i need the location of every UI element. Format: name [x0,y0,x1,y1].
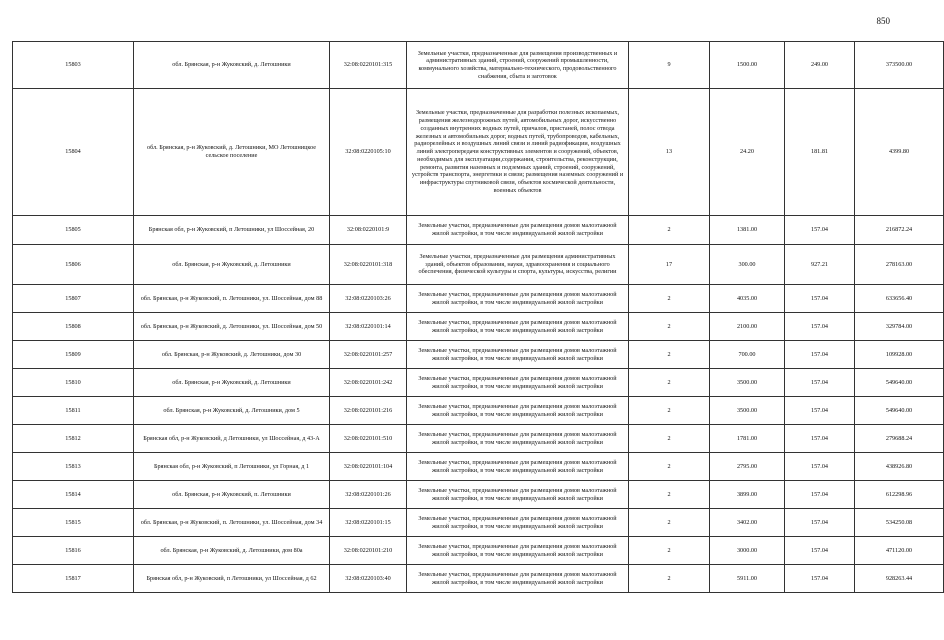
area-cell: 5911.00 [710,565,785,593]
land-use-cell: Земельные участки, предназначенные для размещения домов малоэтажной жилой застройки, в том числе индивидуальной жилой застройки [407,481,629,509]
cadastral-value-cell: 549640.00 [855,369,944,397]
address-cell: обл. Брянская, р-н Жуковский, д. Летошники [134,245,330,285]
row-number-cell: 15804 [13,89,134,216]
row-number-cell: 15809 [13,341,134,369]
cadastral-number-cell: 32:08:0220101:216 [330,397,407,425]
address-cell: обл. Брянская, р-н Жуковский, д. Летошники, МО Летошницкое сельское поселение [134,89,330,216]
cadastral-value-cell: 534250.08 [855,509,944,537]
address-cell: обл. Брянская, р-н Жуковский, д. Летошники, дом 80а [134,537,330,565]
specific-value-cell: 157.04 [785,565,855,593]
area-cell: 3402.00 [710,509,785,537]
land-use-code-cell: 2 [629,453,710,481]
address-cell: Брянская обл, р-н Жуковский, п Летошники, ул Горная, д 1 [134,453,330,481]
row-number-cell: 15813 [13,453,134,481]
cadastral-number-cell: 32:08:0220101:210 [330,537,407,565]
specific-value-cell: 157.04 [785,481,855,509]
cadastral-value-cell: 633656.40 [855,285,944,313]
cadastral-number-cell: 32:08:0220101:9 [330,216,407,245]
table-row [13,565,944,593]
cadastral-value-cell: 612298.96 [855,481,944,509]
cadastral-number-cell: 32:08:0220101:510 [330,425,407,453]
row-number-cell: 15803 [13,42,134,89]
land-use-cell: Земельные участки, предназначенные для размещения домов малоэтажной жилой застройки, в том числе индивидуальной жилой застройки [407,425,629,453]
specific-value-cell: 157.04 [785,285,855,313]
row-number-cell: 15817 [13,565,134,593]
area-cell: 1781.00 [710,425,785,453]
cadastral-number-cell: 32:08:0220101:315 [330,42,407,89]
table-row [13,285,944,313]
cadastral-value-cell: 549640.00 [855,397,944,425]
row-number-cell: 15811 [13,397,134,425]
land-use-cell: Земельные участки, предназначенные для размещения домов малоэтажной жилой застройки, в том числе индивидуальной жилой застройки [407,216,629,245]
cadastral-value-cell: 471120.00 [855,537,944,565]
address-cell: обл. Брянская, р-н Жуковский, п. Летошники [134,481,330,509]
table-row [13,341,944,369]
table-row [13,89,944,216]
address-cell: обл. Брянская, р-н Жуковский, п. Летошники, ул. Шоссейная, дом 34 [134,509,330,537]
specific-value-cell: 157.04 [785,509,855,537]
land-use-cell: Земельные участки, предназначенные для размещения административных зданий, объектов образования, науки, здравоохранения и социального обеспечения, физической культуры и спорта, культуры, искусства, религии [407,245,629,285]
table-row [13,509,944,537]
address-cell: Брянская обл, р-н Жуковский, д Летошники, ул Шоссейная, д 43-А [134,425,330,453]
table-row [13,216,944,245]
area-cell: 2795.00 [710,453,785,481]
table-row [13,481,944,509]
area-cell: 1500.00 [710,42,785,89]
table-row [13,537,944,565]
cadastral-number-cell: 32:08:0220101:318 [330,245,407,285]
cadastral-value-cell: 279688.24 [855,425,944,453]
cadastral-number-cell: 32:08:0220101:242 [330,369,407,397]
land-use-cell: Земельные участки, предназначенные для размещения домов малоэтажной жилой застройки, в том числе индивидуальной жилой застройки [407,313,629,341]
cadastral-value-cell: 109928.00 [855,341,944,369]
area-cell: 300.00 [710,245,785,285]
cadastral-value-cell: 928263.44 [855,565,944,593]
cadastral-number-cell: 32:08:0220101:257 [330,341,407,369]
specific-value-cell: 157.04 [785,397,855,425]
cadastral-registry-table [12,41,944,593]
area-cell: 3500.00 [710,369,785,397]
cadastral-number-cell: 32:08:0220101:26 [330,481,407,509]
land-use-code-cell: 9 [629,42,710,89]
land-use-code-cell: 2 [629,425,710,453]
land-use-code-cell: 2 [629,397,710,425]
row-number-cell: 15815 [13,509,134,537]
address-cell: обл. Брянская, р-н Жуковский, д. Летошники [134,42,330,89]
row-number-cell: 15806 [13,245,134,285]
table-row [13,245,944,285]
land-use-code-cell: 2 [629,313,710,341]
land-use-cell: Земельные участки, предназначенные для размещения домов малоэтажной жилой застройки, в том числе индивидуальной жилой застройки [407,565,629,593]
row-number-cell: 15812 [13,425,134,453]
land-use-code-cell: 2 [629,216,710,245]
area-cell: 3000.00 [710,537,785,565]
row-number-cell: 15808 [13,313,134,341]
table-row [13,397,944,425]
area-cell: 3899.00 [710,481,785,509]
address-cell: обл. Брянская, р-н Жуковский, п. Летошники, ул. Шоссейная, дом 88 [134,285,330,313]
area-cell: 1381.00 [710,216,785,245]
table-row [13,453,944,481]
land-use-cell: Земельные участки, предназначенные для размещения домов малоэтажной жилой застройки, в том числе индивидуальной жилой застройки [407,341,629,369]
page-number: 850 [876,16,890,26]
specific-value-cell: 157.04 [785,537,855,565]
row-number-cell: 15807 [13,285,134,313]
cadastral-value-cell: 373500.00 [855,42,944,89]
land-use-code-cell: 2 [629,509,710,537]
land-use-cell: Земельные участки, предназначенные для размещения домов малоэтажной жилой застройки, в том числе индивидуальной жилой застройки [407,453,629,481]
address-cell: Брянская обл, р-н Жуковский, п Летошники, ул Шоссейная, 20 [134,216,330,245]
land-use-code-cell: 13 [629,89,710,216]
specific-value-cell: 157.04 [785,216,855,245]
area-cell: 4035.00 [710,285,785,313]
cadastral-value-cell: 4399.80 [855,89,944,216]
row-number-cell: 15810 [13,369,134,397]
cadastral-value-cell: 329784.00 [855,313,944,341]
cadastral-number-cell: 32:08:0220101:104 [330,453,407,481]
land-use-cell: Земельные участки, предназначенные для размещения домов малоэтажной жилой застройки, в том числе индивидуальной жилой застройки [407,509,629,537]
cadastral-number-cell: 32:08:0220105:10 [330,89,407,216]
specific-value-cell: 249.00 [785,42,855,89]
land-use-code-cell: 2 [629,285,710,313]
land-use-code-cell: 2 [629,481,710,509]
address-cell: обл. Брянская, р-н Жуковский, д. Летошники [134,369,330,397]
row-number-cell: 15814 [13,481,134,509]
land-use-code-cell: 2 [629,565,710,593]
land-use-cell: Земельные участки, предназначенные для размещения домов малоэтажной жилой застройки, в том числе индивидуальной жилой застройки [407,285,629,313]
land-use-cell: Земельные участки, предназначенные для размещения домов малоэтажной жилой застройки, в том числе индивидуальной жилой застройки [407,369,629,397]
row-number-cell: 15816 [13,537,134,565]
land-use-cell: Земельные участки, предназначенные для размещения домов малоэтажной жилой застройки, в том числе индивидуальной жилой застройки [407,397,629,425]
table-row [13,313,944,341]
land-use-cell: Земельные участки, предназначенные для размещения домов малоэтажной жилой застройки, в том числе индивидуальной жилой застройки [407,537,629,565]
table-row [13,425,944,453]
land-use-cell: Земельные участки, предназначенные для разработки полезных ископаемых, размещения железнодорожных путей, автомобильных дорог, искусственно созданных внутренних водных путей, причалов, пристаней, полос отвода железных и автомобильных дорог, водных путей, трубопроводов, кабельных, радиорелейных и воздушных линий связи и линий радиофикации, воздушных линий электропередачи конструктивных элементов и сооружений, объектов, необходимых для эксплуатации,содержания, строительства, реконструкции, ремонта, развития наземных и подземных зданий, строений, сооружений, устройств транспорта, энергетики и связи; размещения наземных сооружений и инфраструктуры спутниковой связи, объектов космической деятельности, военных объектов [407,89,629,216]
cadastral-value-cell: 216872.24 [855,216,944,245]
row-number-cell: 15805 [13,216,134,245]
specific-value-cell: 157.04 [785,313,855,341]
area-cell: 24.20 [710,89,785,216]
table-row [13,369,944,397]
specific-value-cell: 181.81 [785,89,855,216]
area-cell: 2100.00 [710,313,785,341]
specific-value-cell: 157.04 [785,369,855,397]
area-cell: 700.00 [710,341,785,369]
specific-value-cell: 157.04 [785,453,855,481]
table-row [13,42,944,89]
specific-value-cell: 927.21 [785,245,855,285]
land-use-code-cell: 2 [629,369,710,397]
cadastral-number-cell: 32:08:0220101:15 [330,509,407,537]
specific-value-cell: 157.04 [785,341,855,369]
cadastral-number-cell: 32:08:0220103:40 [330,565,407,593]
cadastral-number-cell: 32:08:0220101:14 [330,313,407,341]
land-use-code-cell: 2 [629,537,710,565]
address-cell: обл. Брянская, р-н Жуковский, д. Летошники, дом 30 [134,341,330,369]
cadastral-number-cell: 32:08:0220103:26 [330,285,407,313]
cadastral-value-cell: 278163.00 [855,245,944,285]
address-cell: обл. Брянская, р-н Жуковский, д. Летошники, дом 5 [134,397,330,425]
registry-table-body [13,42,944,593]
land-use-cell: Земельные участки, предназначенные для размещения производственных и административных зданий, строений, сооружений промышленности, коммунального хозяйства, материально-технического, продовольственного снабжения, сбыта и заготовок [407,42,629,89]
specific-value-cell: 157.04 [785,425,855,453]
land-use-code-cell: 17 [629,245,710,285]
land-use-code-cell: 2 [629,341,710,369]
area-cell: 3500.00 [710,397,785,425]
cadastral-value-cell: 438926.80 [855,453,944,481]
address-cell: Брянская обл, р-н Жуковский, п Летошники, ул Шоссейная, д 62 [134,565,330,593]
address-cell: обл. Брянская, р-н Жуковский, д. Летошники, ул. Шоссейная, дом 50 [134,313,330,341]
